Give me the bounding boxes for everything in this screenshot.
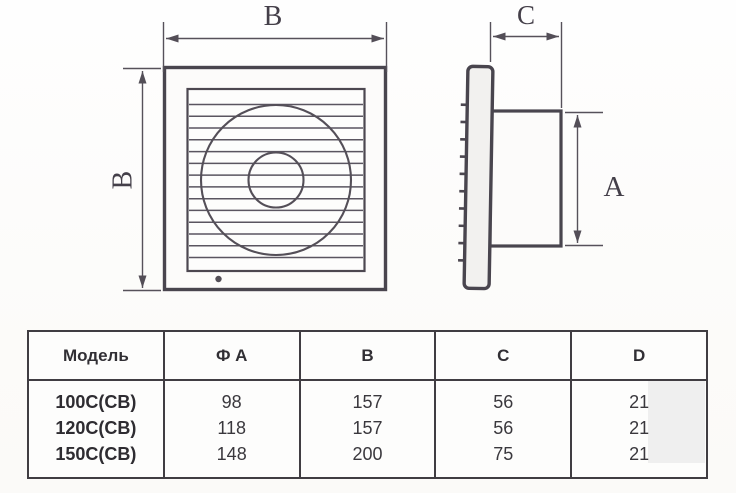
side-view	[458, 66, 561, 289]
duct	[490, 111, 561, 246]
value-c: 56	[435, 415, 571, 441]
dimension-label-a: A	[603, 171, 625, 203]
value-a: 118	[164, 415, 300, 441]
value-d: 21	[571, 441, 707, 478]
faceplate	[458, 66, 493, 289]
value-b: 157	[300, 415, 436, 441]
value-c: 75	[435, 441, 571, 478]
front-view	[165, 68, 386, 290]
value-b: 200	[300, 441, 436, 478]
model-name: 150С(СВ)	[55, 443, 137, 464]
col-header-d: D	[571, 331, 707, 380]
screw-dot	[215, 276, 221, 282]
dimension-label-c: C	[516, 0, 536, 30]
value-b: 157	[300, 380, 436, 415]
model-name: 120С(СВ)	[55, 417, 137, 438]
table-row	[28, 441, 707, 478]
value-c: 56	[435, 380, 571, 415]
dimension-a-height	[565, 113, 603, 246]
spec-table	[27, 330, 708, 479]
col-header-c: C	[435, 331, 571, 380]
table-header-row	[28, 331, 707, 380]
col-header-diameter-a: Ф A	[164, 331, 300, 380]
value-a: 148	[164, 441, 300, 478]
col-header-model: Модель	[28, 331, 164, 380]
dimension-label-b-height: B	[107, 170, 139, 190]
value-d: 21	[571, 380, 707, 415]
dimension-c-depth	[491, 22, 562, 108]
table-row	[28, 380, 707, 415]
table-row	[28, 415, 707, 441]
col-header-b: B	[300, 331, 436, 380]
faceplate-body	[464, 66, 493, 288]
model-name: 100С(СВ)	[55, 391, 137, 412]
value-a: 98	[164, 380, 300, 415]
value-d: 21	[571, 415, 707, 441]
dimension-label-b-width: B	[263, 1, 283, 32]
